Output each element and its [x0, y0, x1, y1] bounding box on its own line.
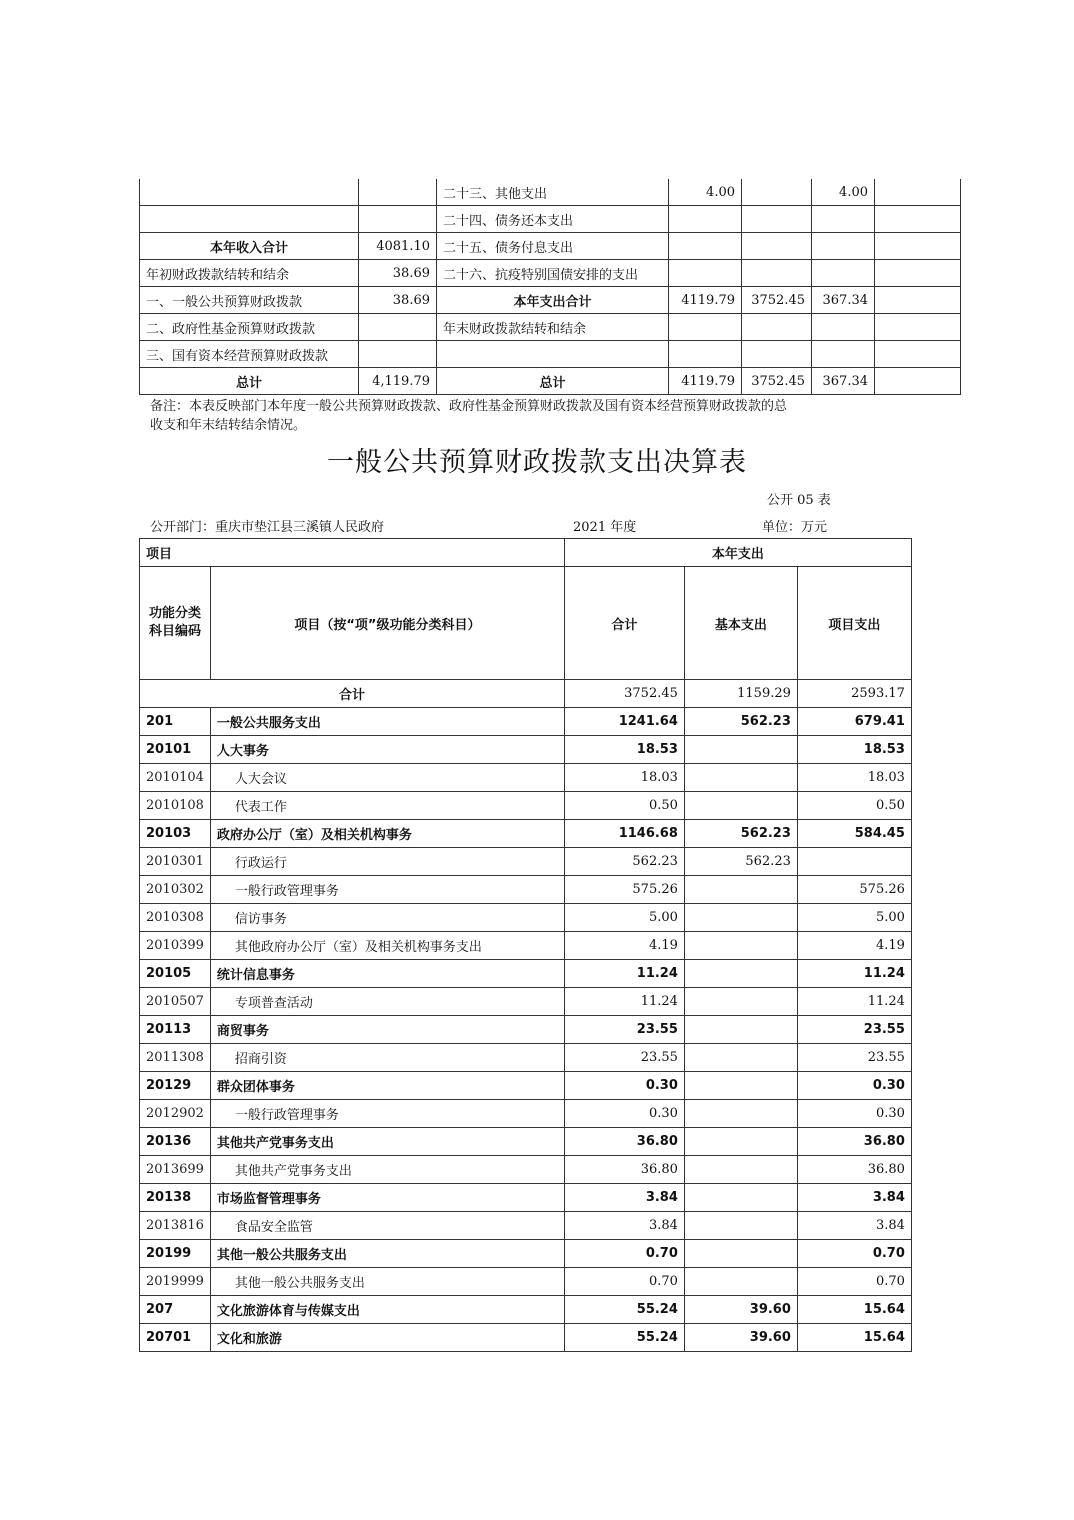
top-table-cell: 一、一般公共预算财政拨款	[140, 287, 359, 314]
row-project: 0.30	[797, 1072, 911, 1100]
row-code: 2010104	[140, 764, 211, 792]
row-name: 政府办公厅（室）及相关机构事务	[210, 820, 564, 848]
row-project: 36.80	[797, 1128, 911, 1156]
top-table-cell: 二十四、债务还本支出	[437, 206, 669, 233]
row-total: 11.24	[564, 988, 684, 1016]
row-code: 20199	[140, 1240, 211, 1268]
row-code: 20138	[140, 1184, 211, 1212]
row-name: 代表工作	[210, 792, 564, 820]
row-project: 0.50	[797, 792, 911, 820]
row-basic	[684, 1072, 797, 1100]
top-table-cell	[359, 179, 437, 206]
row-code: 2012902	[140, 1100, 211, 1128]
top-table-cell	[875, 314, 961, 341]
top-table-cell: 4.00	[812, 179, 875, 206]
header-total: 合计	[564, 567, 684, 680]
row-total: 23.55	[564, 1016, 684, 1044]
row-project: 11.24	[797, 960, 911, 988]
top-table-row	[140, 233, 961, 260]
table-row	[140, 708, 912, 736]
top-table-cell	[875, 287, 961, 314]
top-table-cell	[140, 206, 359, 233]
table-row	[140, 1268, 912, 1296]
row-name: 文化旅游体育与传媒支出	[210, 1296, 564, 1324]
header-code: 功能分类科目编码	[140, 567, 211, 680]
top-table-cell: 3752.45	[742, 287, 812, 314]
top-table-cell	[669, 341, 742, 368]
row-code: 20701	[140, 1324, 211, 1352]
row-project: 15.64	[797, 1324, 911, 1352]
row-name: 其他一般公共服务支出	[210, 1268, 564, 1296]
expenditure-table	[139, 538, 912, 1352]
row-total: 3.84	[564, 1184, 684, 1212]
top-table-cell	[875, 179, 961, 206]
table-row	[140, 1212, 912, 1240]
table-row	[140, 960, 912, 988]
top-table-cell: 4.00	[669, 179, 742, 206]
top-table-cell: 三、国有资本经营预算财政拨款	[140, 341, 359, 368]
top-table-cell	[742, 260, 812, 287]
row-basic: 39.60	[684, 1324, 797, 1352]
row-total: 0.50	[564, 792, 684, 820]
row-project: 5.00	[797, 904, 911, 932]
sum-row	[140, 680, 912, 708]
row-basic: 562.23	[684, 820, 797, 848]
row-code: 2010302	[140, 876, 211, 904]
top-table-cell: 4081.10	[359, 233, 437, 260]
row-basic	[684, 932, 797, 960]
top-table-cell: 二十六、抗疫特别国债安排的支出	[437, 260, 669, 287]
row-total: 562.23	[564, 848, 684, 876]
row-total: 0.70	[564, 1268, 684, 1296]
top-table-cell	[875, 260, 961, 287]
top-table-cell	[140, 179, 359, 206]
row-total: 23.55	[564, 1044, 684, 1072]
row-total: 36.80	[564, 1128, 684, 1156]
top-table-cell	[812, 233, 875, 260]
row-code: 201	[140, 708, 211, 736]
row-total: 36.80	[564, 1156, 684, 1184]
top-table-cell	[437, 341, 669, 368]
top-table-cell	[812, 260, 875, 287]
row-code: 2011308	[140, 1044, 211, 1072]
top-table-row	[140, 368, 961, 395]
note-line-1: 备注：本表反映部门本年度一般公共预算财政拨款、政府性基金预算财政拨款及国有资本经营预算财政拨款的总	[150, 399, 788, 414]
top-table-cell: 年初财政拨款结转和结余	[140, 260, 359, 287]
top-table-cell: 4119.79	[669, 368, 742, 395]
top-table-cell	[742, 179, 812, 206]
row-project: 575.26	[797, 876, 911, 904]
header-project: 项目	[140, 539, 565, 567]
year-label: 2021 年度	[573, 520, 637, 535]
top-table-cell: 367.34	[812, 287, 875, 314]
header-current-year: 本年支出	[564, 539, 911, 567]
header-item: 项目（按“项”级功能分类科目）	[210, 567, 564, 680]
top-table-cell: 总计	[437, 368, 669, 395]
table-row	[140, 876, 912, 904]
note-line-2: 收支和年末结转结余情况。	[150, 418, 307, 433]
top-table-cell: 二十五、债务付息支出	[437, 233, 669, 260]
row-project: 23.55	[797, 1016, 911, 1044]
row-basic	[684, 960, 797, 988]
row-name: 统计信息事务	[210, 960, 564, 988]
top-table-cell: 本年收入合计	[140, 233, 359, 260]
row-project: 18.03	[797, 764, 911, 792]
sum-total: 3752.45	[564, 680, 684, 708]
table-row	[140, 1324, 912, 1352]
row-code: 2019999	[140, 1268, 211, 1296]
row-basic: 562.23	[684, 708, 797, 736]
row-total: 1241.64	[564, 708, 684, 736]
top-table-cell	[742, 314, 812, 341]
top-table-cell: 4,119.79	[359, 368, 437, 395]
top-table-cell: 38.69	[359, 260, 437, 287]
row-code: 20113	[140, 1016, 211, 1044]
top-table-cell	[669, 314, 742, 341]
table-row	[140, 764, 912, 792]
department-label: 公开部门：重庆市垫江县三溪镇人民政府	[150, 520, 385, 535]
sum-basic: 1159.29	[684, 680, 797, 708]
row-project: 0.70	[797, 1240, 911, 1268]
row-code: 2010108	[140, 792, 211, 820]
row-code: 20136	[140, 1128, 211, 1156]
top-table-cell	[742, 206, 812, 233]
row-total: 5.00	[564, 904, 684, 932]
header-project-exp: 项目支出	[797, 567, 911, 680]
header-row-2	[140, 567, 912, 680]
table-row	[140, 1240, 912, 1268]
top-table-cell	[359, 314, 437, 341]
table-note	[150, 397, 870, 435]
row-project: 0.30	[797, 1100, 911, 1128]
top-table-row	[140, 179, 961, 206]
row-name: 文化和旅游	[210, 1324, 564, 1352]
row-project: 3.84	[797, 1184, 911, 1212]
row-name: 招商引资	[210, 1044, 564, 1072]
row-name: 一般行政管理事务	[210, 876, 564, 904]
row-basic	[684, 764, 797, 792]
row-code: 2010399	[140, 932, 211, 960]
top-table-cell: 3752.45	[742, 368, 812, 395]
row-total: 1146.68	[564, 820, 684, 848]
row-name: 群众团体事务	[210, 1072, 564, 1100]
row-code: 207	[140, 1296, 211, 1324]
page-title: 一般公共预算财政拨款支出决算表	[327, 447, 747, 478]
top-table-cell	[875, 368, 961, 395]
row-code: 2013816	[140, 1212, 211, 1240]
row-name: 行政运行	[210, 848, 564, 876]
row-basic	[684, 1044, 797, 1072]
top-table-cell: 38.69	[359, 287, 437, 314]
table-row	[140, 1128, 912, 1156]
row-total: 575.26	[564, 876, 684, 904]
row-total: 4.19	[564, 932, 684, 960]
row-project	[797, 848, 911, 876]
income-expense-table-continued	[139, 179, 961, 395]
row-basic	[684, 876, 797, 904]
row-basic	[684, 1100, 797, 1128]
top-table-cell	[875, 206, 961, 233]
table-row	[140, 736, 912, 764]
row-basic	[684, 1212, 797, 1240]
row-code: 2013699	[140, 1156, 211, 1184]
header-row-1	[140, 539, 912, 567]
row-total: 18.53	[564, 736, 684, 764]
table-row	[140, 848, 912, 876]
row-name: 其他共产党事务支出	[210, 1156, 564, 1184]
row-project: 584.45	[797, 820, 911, 848]
row-name: 其他一般公共服务支出	[210, 1240, 564, 1268]
row-project: 36.80	[797, 1156, 911, 1184]
top-table-row	[140, 314, 961, 341]
table-row	[140, 904, 912, 932]
row-project: 0.70	[797, 1268, 911, 1296]
table-row	[140, 792, 912, 820]
row-name: 信访事务	[210, 904, 564, 932]
top-table-cell	[875, 341, 961, 368]
top-table-cell	[359, 206, 437, 233]
table-number: 公开 05 表	[767, 493, 831, 508]
row-project: 3.84	[797, 1212, 911, 1240]
unit-label: 单位：万元	[762, 520, 828, 535]
row-total: 0.30	[564, 1072, 684, 1100]
table-row	[140, 1296, 912, 1324]
table-row	[140, 1184, 912, 1212]
row-basic	[684, 1156, 797, 1184]
top-table-cell	[742, 233, 812, 260]
sum-project: 2593.17	[797, 680, 911, 708]
row-project: 679.41	[797, 708, 911, 736]
row-code: 20103	[140, 820, 211, 848]
top-table-cell	[669, 260, 742, 287]
top-table-cell	[359, 341, 437, 368]
row-project: 18.53	[797, 736, 911, 764]
top-table-row	[140, 341, 961, 368]
row-name: 市场监督管理事务	[210, 1184, 564, 1212]
row-basic	[684, 1184, 797, 1212]
top-table-cell: 二十三、其他支出	[437, 179, 669, 206]
top-table-cell: 4119.79	[669, 287, 742, 314]
row-total: 3.84	[564, 1212, 684, 1240]
top-table-cell: 本年支出合计	[437, 287, 669, 314]
top-table-cell	[875, 233, 961, 260]
row-basic	[684, 1016, 797, 1044]
row-name: 一般公共服务支出	[210, 708, 564, 736]
row-basic	[684, 1128, 797, 1156]
top-table-cell	[812, 206, 875, 233]
table-row	[140, 1100, 912, 1128]
row-total: 18.03	[564, 764, 684, 792]
top-table-cell: 367.34	[812, 368, 875, 395]
row-code: 2010308	[140, 904, 211, 932]
row-name: 人大事务	[210, 736, 564, 764]
row-basic	[684, 736, 797, 764]
table-row	[140, 1072, 912, 1100]
row-name: 商贸事务	[210, 1016, 564, 1044]
top-table-cell	[669, 206, 742, 233]
row-project: 11.24	[797, 988, 911, 1016]
row-name: 专项普查活动	[210, 988, 564, 1016]
row-basic: 562.23	[684, 848, 797, 876]
row-total: 0.30	[564, 1100, 684, 1128]
top-table-cell: 二、政府性基金预算财政拨款	[140, 314, 359, 341]
row-name: 一般行政管理事务	[210, 1100, 564, 1128]
row-total: 0.70	[564, 1240, 684, 1268]
row-code: 2010301	[140, 848, 211, 876]
row-basic: 39.60	[684, 1296, 797, 1324]
top-table-cell	[742, 341, 812, 368]
row-code: 20129	[140, 1072, 211, 1100]
sum-label: 合计	[140, 680, 565, 708]
top-table-cell	[812, 314, 875, 341]
row-project: 4.19	[797, 932, 911, 960]
row-name: 食品安全监管	[210, 1212, 564, 1240]
row-project: 23.55	[797, 1044, 911, 1072]
row-total: 55.24	[564, 1296, 684, 1324]
row-name: 人大会议	[210, 764, 564, 792]
table-row	[140, 820, 912, 848]
row-basic	[684, 904, 797, 932]
row-name: 其他政府办公厅（室）及相关机构事务支出	[210, 932, 564, 960]
row-basic	[684, 1240, 797, 1268]
row-basic	[684, 988, 797, 1016]
row-code: 20101	[140, 736, 211, 764]
row-total: 11.24	[564, 960, 684, 988]
table-row	[140, 932, 912, 960]
row-code: 20105	[140, 960, 211, 988]
row-name: 其他共产党事务支出	[210, 1128, 564, 1156]
table-row	[140, 988, 912, 1016]
top-table-row	[140, 287, 961, 314]
row-basic	[684, 1268, 797, 1296]
table-row	[140, 1156, 912, 1184]
top-table-cell	[669, 233, 742, 260]
top-table-cell	[812, 341, 875, 368]
row-total: 55.24	[564, 1324, 684, 1352]
table-row	[140, 1044, 912, 1072]
top-table-cell: 年末财政拨款结转和结余	[437, 314, 669, 341]
top-table-row	[140, 206, 961, 233]
top-table-cell: 总计	[140, 368, 359, 395]
row-basic	[684, 792, 797, 820]
row-project: 15.64	[797, 1296, 911, 1324]
header-basic: 基本支出	[684, 567, 797, 680]
row-code: 2010507	[140, 988, 211, 1016]
top-table-row	[140, 260, 961, 287]
table-row	[140, 1016, 912, 1044]
